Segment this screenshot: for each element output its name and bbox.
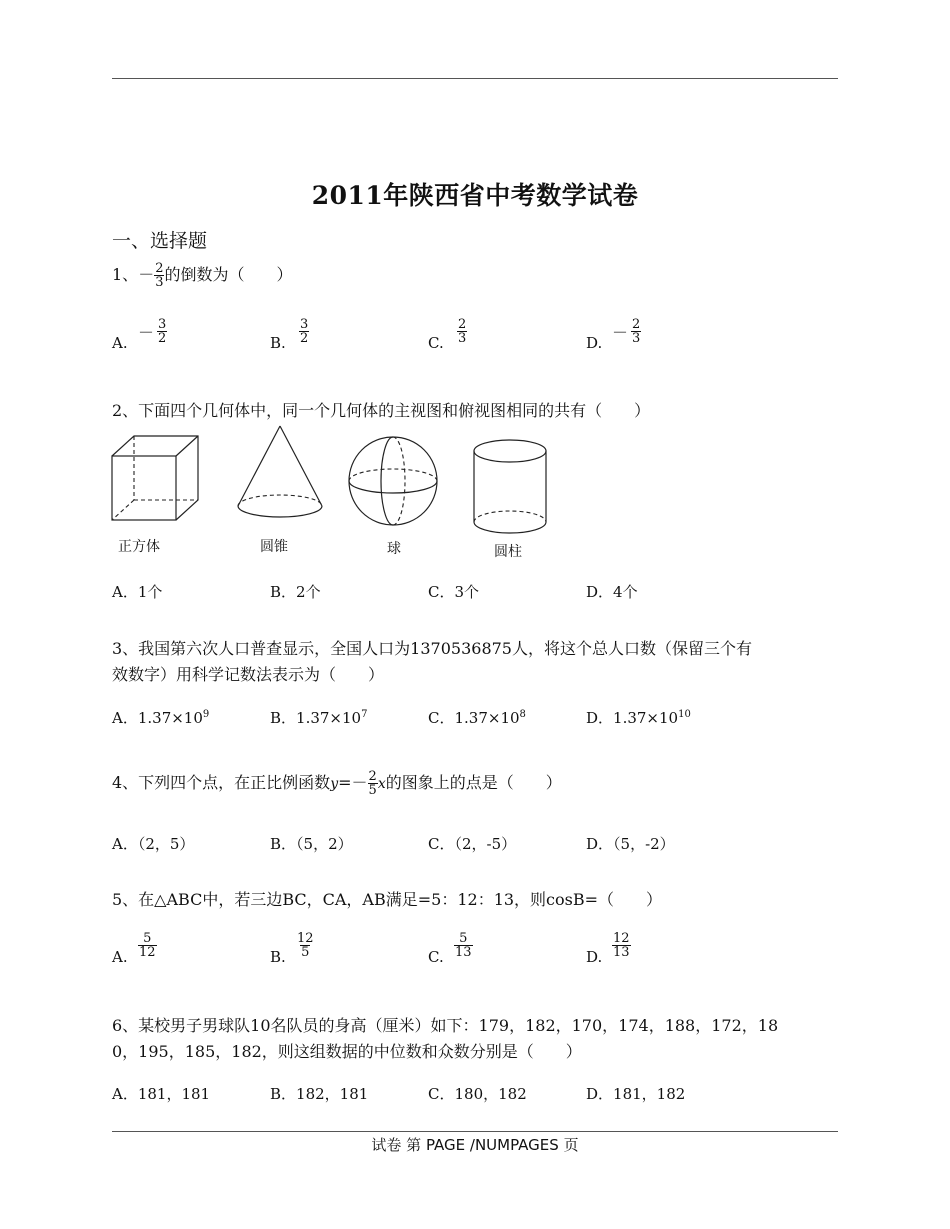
q4-options: A．（2，5） B．（5，2） C．（2，-5） D．（5，-2） <box>112 835 675 853</box>
q3-options: A．$1.37\times 10^9$ B．$1.37\times 10^7$ C．$1.37\times 10^8$ D．$1.37\times 10^{10}$ <box>112 709 691 727</box>
page-footer: 试卷 第 PAGE /NUMPAGES 页 <box>371 1136 579 1154</box>
cube-figure <box>110 434 202 526</box>
fraction: $\frac{2}{5}$ <box>368 769 377 798</box>
sphere-figure <box>346 434 440 528</box>
header-rule <box>112 78 838 79</box>
question-6: 6、某校男子男球队10名队员的身高（厘米）如下：179，182，170，174，188，172，18 0，195，185，182，则这组数据的中位数和众数分别是（ ） <box>112 1016 779 1061</box>
question-2: 2、下面四个几何体中，同一个几何体的主视图和俯视图相同的共有（ ） <box>112 401 651 420</box>
question-4: 4、下列四个点，在正比例函数y=－ $\frac{2}{5}$ x的图象上的点是（ ） <box>112 769 562 798</box>
cylinder-figure <box>471 438 549 536</box>
fraction: $\frac{2}{3}$ <box>155 261 164 290</box>
q6-options: A．181，181 B．182，181 C．180，182 D．181，182 <box>112 1085 686 1103</box>
cone-figure <box>234 424 326 524</box>
footer-rule <box>112 1131 838 1132</box>
question-1: 1、－ $\frac{2}{3}$ 的倒数为（ ） <box>112 261 293 290</box>
figure-label-sphere: 球 <box>387 541 401 557</box>
q1-options: A. － $\frac{3}{2}$ B. $\frac{3}{2}$ C. $\frac{2}{3}$ D. － $\frac{2}{3}$ <box>112 317 641 352</box>
q2-options: A．1个 B．2个 C．3个 D．4个 <box>112 583 638 601</box>
figure-label-cone: 圆锥 <box>260 539 288 555</box>
page-title: 2011年陕西省中考数学试卷 <box>311 181 639 210</box>
figure-label-cylinder: 圆柱 <box>494 544 522 560</box>
question-3: 3、我国第六次人口普查显示，全国人口为1370536875人，将这个总人口数（保留三个有 效数字）用科学记数法表示为（ ） <box>112 639 752 684</box>
figure-label-cube: 正方体 <box>118 539 160 555</box>
q5-options: A. $\frac{5}{12}$ B. $\frac{12}{5}$ C. $\frac{5}{13}$ D. $\frac{12}{13}$ <box>112 931 630 966</box>
question-5: 5、在△ABC中，若三边BC，CA，AB满足=5：12：13，则cosB=（ ） <box>112 890 663 909</box>
section-heading: 一、选择题 <box>112 230 208 252</box>
